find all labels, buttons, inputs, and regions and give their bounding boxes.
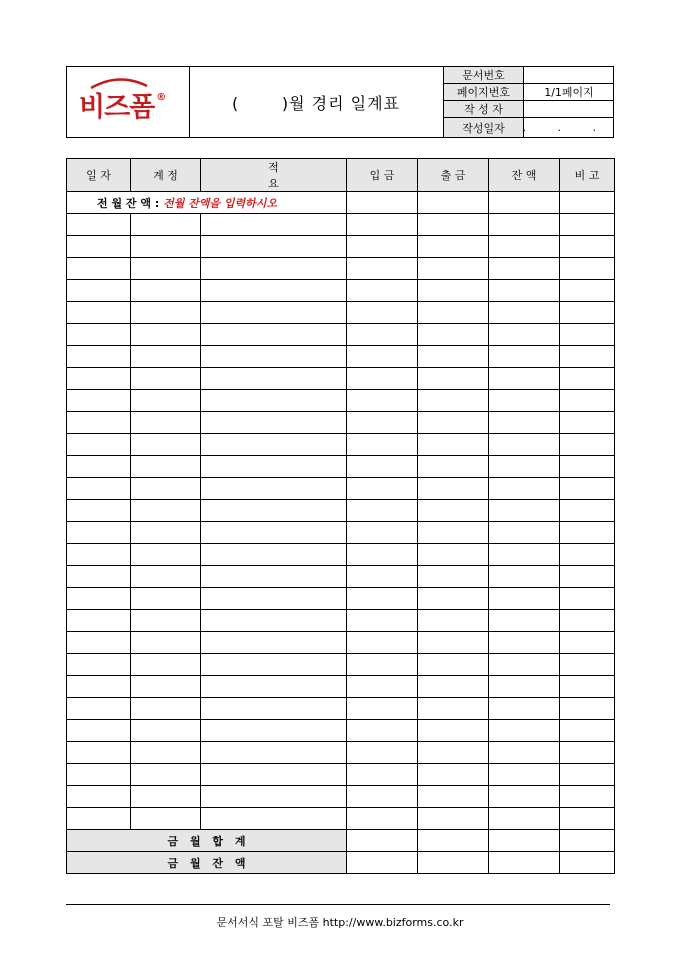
monthly-balance-label: 금 월 잔 액	[67, 852, 347, 874]
withdrawal-cell[interactable]	[418, 390, 489, 412]
account-cell[interactable]	[131, 698, 201, 720]
remarks-cell[interactable]	[560, 390, 615, 412]
description-cell[interactable]	[201, 544, 347, 566]
account-cell[interactable]	[131, 522, 201, 544]
date-cell[interactable]	[67, 390, 131, 412]
withdrawal-cell[interactable]	[418, 698, 489, 720]
balance-cell[interactable]	[489, 478, 560, 500]
balance-cell[interactable]	[489, 808, 560, 830]
balance-deposit-cell[interactable]	[347, 852, 418, 874]
date-field[interactable]: . . .	[522, 121, 610, 134]
date-cell[interactable]	[67, 786, 131, 808]
balance-cell[interactable]	[489, 632, 560, 654]
remarks-cell[interactable]	[560, 720, 615, 742]
remarks-cell[interactable]	[560, 214, 615, 236]
account-cell[interactable]	[131, 456, 201, 478]
balance-cell[interactable]	[489, 258, 560, 280]
date-cell[interactable]	[67, 808, 131, 830]
withdrawal-cell[interactable]	[418, 764, 489, 786]
withdrawal-cell[interactable]	[418, 478, 489, 500]
withdrawal-cell[interactable]	[418, 654, 489, 676]
deposit-cell[interactable]	[347, 500, 418, 522]
description-cell[interactable]	[201, 632, 347, 654]
date-cell[interactable]	[67, 764, 131, 786]
ledger-row	[67, 258, 615, 280]
previous-balance-note: 전월 잔액을 입력하시오	[163, 196, 277, 210]
deposit-cell[interactable]	[347, 302, 418, 324]
deposit-cell[interactable]	[347, 456, 418, 478]
ledger-row	[67, 522, 615, 544]
description-cell[interactable]	[201, 500, 347, 522]
balance-cell[interactable]	[489, 764, 560, 786]
account-cell[interactable]	[131, 368, 201, 390]
account-cell[interactable]	[131, 434, 201, 456]
date-cell[interactable]	[67, 610, 131, 632]
date-cell[interactable]	[67, 456, 131, 478]
date-cell[interactable]	[67, 478, 131, 500]
deposit-cell[interactable]	[347, 280, 418, 302]
balance-cell[interactable]	[489, 434, 560, 456]
deposit-cell[interactable]	[347, 654, 418, 676]
withdrawal-cell[interactable]	[418, 742, 489, 764]
balance-cell[interactable]	[489, 720, 560, 742]
ledger-row	[67, 632, 615, 654]
ledger-row	[67, 742, 615, 764]
remarks-cell[interactable]	[560, 258, 615, 280]
ledger-row	[67, 302, 615, 324]
balance-cell[interactable]	[489, 346, 560, 368]
footer-text: 문서서식 포탈 비즈폼 http://www.bizforms.co.kr	[216, 916, 464, 929]
deposit-cell[interactable]	[347, 544, 418, 566]
ledger-row	[67, 808, 615, 830]
balance-cell[interactable]	[489, 368, 560, 390]
col-header-deposit: 입 금	[347, 159, 418, 192]
balance-cell[interactable]	[489, 588, 560, 610]
remarks-cell[interactable]	[560, 786, 615, 808]
description-cell[interactable]	[201, 676, 347, 698]
description-cell[interactable]	[201, 786, 347, 808]
description-cell[interactable]	[201, 324, 347, 346]
description-cell[interactable]	[201, 280, 347, 302]
remarks-cell[interactable]	[560, 588, 615, 610]
balance-cell[interactable]	[489, 566, 560, 588]
withdrawal-cell[interactable]	[418, 522, 489, 544]
meta-row-date	[444, 118, 614, 137]
date-cell[interactable]	[67, 214, 131, 236]
description-cell[interactable]	[201, 588, 347, 610]
ledger-row	[67, 698, 615, 720]
ledger-row	[67, 346, 615, 368]
remarks-cell[interactable]	[560, 478, 615, 500]
date-cell[interactable]	[67, 258, 131, 280]
remarks-cell[interactable]	[560, 346, 615, 368]
balance-remarks-cell[interactable]	[560, 852, 615, 874]
deposit-cell[interactable]	[347, 214, 418, 236]
balance-cell[interactable]	[489, 522, 560, 544]
account-cell[interactable]	[131, 632, 201, 654]
ledger-row	[67, 544, 615, 566]
remarks-cell[interactable]	[560, 764, 615, 786]
date-cell[interactable]	[67, 280, 131, 302]
account-cell[interactable]	[131, 478, 201, 500]
balance-cell[interactable]	[489, 500, 560, 522]
description-cell[interactable]	[201, 764, 347, 786]
date-cell[interactable]	[67, 368, 131, 390]
remarks-cell[interactable]	[560, 610, 615, 632]
remarks-cell[interactable]	[560, 808, 615, 830]
deposit-cell[interactable]	[347, 412, 418, 434]
ledger-row	[67, 720, 615, 742]
balance-cell[interactable]	[489, 610, 560, 632]
col-header-date: 일 자	[67, 159, 131, 192]
account-cell[interactable]	[131, 610, 201, 632]
remarks-cell[interactable]	[560, 280, 615, 302]
withdrawal-cell[interactable]	[418, 192, 489, 214]
deposit-cell[interactable]	[347, 632, 418, 654]
monthly-total-row	[67, 830, 615, 852]
meta-label: 작성일자	[444, 118, 524, 137]
remarks-cell[interactable]	[560, 654, 615, 676]
balance-cell[interactable]	[489, 742, 560, 764]
withdrawal-cell[interactable]	[418, 302, 489, 324]
deposit-cell[interactable]	[347, 808, 418, 830]
remarks-cell[interactable]	[560, 742, 615, 764]
deposit-cell[interactable]	[347, 346, 418, 368]
meta-label: 페이지번호	[444, 84, 524, 100]
withdrawal-cell[interactable]	[418, 500, 489, 522]
previous-balance-label: 전 월 잔 액 :	[97, 196, 160, 210]
account-cell[interactable]	[131, 346, 201, 368]
account-cell[interactable]	[131, 258, 201, 280]
ledger-row	[67, 280, 615, 302]
ledger-row	[67, 786, 615, 808]
date-cell[interactable]	[67, 566, 131, 588]
account-cell[interactable]	[131, 280, 201, 302]
account-cell[interactable]	[131, 786, 201, 808]
date-cell[interactable]	[67, 434, 131, 456]
ledger-row	[67, 324, 615, 346]
remarks-cell[interactable]	[560, 236, 615, 258]
balance-cell[interactable]	[489, 412, 560, 434]
date-cell[interactable]	[67, 588, 131, 610]
ledger-row	[67, 588, 615, 610]
ledger-row	[67, 236, 615, 258]
account-cell[interactable]	[131, 412, 201, 434]
col-header-remarks: 비 고	[560, 159, 615, 192]
date-cell[interactable]	[67, 236, 131, 258]
withdrawal-cell[interactable]	[418, 456, 489, 478]
remarks-cell[interactable]	[560, 676, 615, 698]
deposit-cell[interactable]	[347, 566, 418, 588]
withdrawal-cell[interactable]	[418, 676, 489, 698]
description-cell[interactable]	[201, 522, 347, 544]
document-header	[66, 66, 614, 138]
account-cell[interactable]	[131, 676, 201, 698]
deposit-cell[interactable]	[347, 742, 418, 764]
date-cell[interactable]	[67, 346, 131, 368]
deposit-cell[interactable]	[347, 522, 418, 544]
col-header-description: 적 요	[201, 159, 347, 192]
withdrawal-cell[interactable]	[418, 434, 489, 456]
logo-cell	[67, 67, 190, 137]
deposit-cell[interactable]	[347, 236, 418, 258]
date-cell[interactable]	[67, 500, 131, 522]
account-cell[interactable]	[131, 566, 201, 588]
ledger-row	[67, 764, 615, 786]
description-cell[interactable]	[201, 412, 347, 434]
description-cell[interactable]	[201, 720, 347, 742]
ledger-row	[67, 610, 615, 632]
ledger-row	[67, 676, 615, 698]
remarks-cell[interactable]	[560, 566, 615, 588]
balance-cell[interactable]	[489, 786, 560, 808]
remarks-cell[interactable]	[560, 434, 615, 456]
account-cell[interactable]	[131, 654, 201, 676]
deposit-cell[interactable]	[347, 368, 418, 390]
account-cell[interactable]	[131, 742, 201, 764]
withdrawal-cell[interactable]	[418, 786, 489, 808]
remarks-cell[interactable]	[560, 192, 615, 214]
account-cell[interactable]	[131, 324, 201, 346]
remarks-cell[interactable]	[560, 544, 615, 566]
description-cell[interactable]	[201, 456, 347, 478]
column-header-row	[67, 159, 615, 192]
remarks-cell[interactable]	[560, 456, 615, 478]
date-cell[interactable]	[67, 720, 131, 742]
account-cell[interactable]	[131, 390, 201, 412]
balance-cell[interactable]	[489, 676, 560, 698]
meta-row-page-number	[444, 84, 614, 101]
deposit-cell[interactable]	[347, 676, 418, 698]
date-cell[interactable]	[67, 302, 131, 324]
deposit-cell[interactable]	[347, 720, 418, 742]
ledger-row	[67, 478, 615, 500]
withdrawal-cell[interactable]	[418, 280, 489, 302]
withdrawal-cell[interactable]	[418, 368, 489, 390]
balance-cell[interactable]	[489, 544, 560, 566]
description-cell[interactable]	[201, 808, 347, 830]
balance-cell[interactable]	[489, 390, 560, 412]
deposit-cell[interactable]	[347, 764, 418, 786]
withdrawal-cell[interactable]	[418, 588, 489, 610]
account-cell[interactable]	[131, 808, 201, 830]
ledger-row	[67, 214, 615, 236]
monthly-total-label: 금 월 합 계	[67, 830, 347, 852]
deposit-cell[interactable]	[347, 610, 418, 632]
balance-balance-cell[interactable]	[489, 852, 560, 874]
account-cell[interactable]	[131, 720, 201, 742]
date-cell[interactable]	[67, 412, 131, 434]
remarks-cell[interactable]	[560, 324, 615, 346]
meta-label: 작 성 자	[444, 101, 524, 117]
ledger-row	[67, 368, 615, 390]
description-cell[interactable]	[201, 368, 347, 390]
page-number-value: 1/1페이지	[544, 86, 594, 99]
col-header-account: 계 정	[131, 159, 201, 192]
meta-row-doc-number	[444, 67, 614, 84]
balance-withdrawal-cell[interactable]	[418, 852, 489, 874]
withdrawal-cell[interactable]	[418, 214, 489, 236]
withdrawal-cell[interactable]	[418, 258, 489, 280]
date-cell[interactable]	[67, 742, 131, 764]
author-field[interactable]	[524, 101, 614, 117]
remarks-cell[interactable]	[560, 522, 615, 544]
deposit-cell[interactable]	[347, 786, 418, 808]
remarks-cell[interactable]	[560, 632, 615, 654]
description-cell[interactable]	[201, 698, 347, 720]
description-cell[interactable]	[201, 434, 347, 456]
withdrawal-cell[interactable]	[418, 346, 489, 368]
ledger-row	[67, 390, 615, 412]
description-cell[interactable]	[201, 390, 347, 412]
description-cell[interactable]	[201, 742, 347, 764]
remarks-cell[interactable]	[560, 500, 615, 522]
meta-row-author	[444, 101, 614, 118]
description-cell[interactable]	[201, 214, 347, 236]
description-cell[interactable]	[201, 566, 347, 588]
ledger-row	[67, 566, 615, 588]
account-cell[interactable]	[131, 588, 201, 610]
previous-balance-row	[67, 192, 615, 214]
col-header-balance: 잔 액	[489, 159, 560, 192]
remarks-cell[interactable]	[560, 368, 615, 390]
meta-label: 문서번호	[444, 67, 524, 83]
withdrawal-cell[interactable]	[418, 412, 489, 434]
description-cell[interactable]	[201, 478, 347, 500]
account-cell[interactable]	[131, 500, 201, 522]
account-cell[interactable]	[131, 544, 201, 566]
document-title: ( )월 경리 일계표	[232, 93, 400, 113]
description-cell[interactable]	[201, 610, 347, 632]
deposit-cell[interactable]	[347, 192, 418, 214]
deposit-cell[interactable]	[347, 258, 418, 280]
ledger-row	[67, 500, 615, 522]
balance-cell[interactable]	[489, 192, 560, 214]
description-cell[interactable]	[201, 346, 347, 368]
account-cell[interactable]	[131, 302, 201, 324]
balance-cell[interactable]	[489, 214, 560, 236]
balance-cell[interactable]	[489, 654, 560, 676]
ledger-row	[67, 654, 615, 676]
description-cell[interactable]	[201, 236, 347, 258]
ledger-row	[67, 434, 615, 456]
deposit-cell[interactable]	[347, 434, 418, 456]
ledger-row	[67, 412, 615, 434]
balance-cell[interactable]	[489, 698, 560, 720]
balance-cell[interactable]	[489, 456, 560, 478]
remarks-cell[interactable]	[560, 412, 615, 434]
withdrawal-cell[interactable]	[418, 610, 489, 632]
date-cell[interactable]	[67, 632, 131, 654]
date-cell[interactable]	[67, 324, 131, 346]
meta-table	[443, 67, 614, 137]
date-cell[interactable]	[67, 698, 131, 720]
description-cell[interactable]	[201, 654, 347, 676]
withdrawal-cell[interactable]	[418, 720, 489, 742]
logo: 비즈폼 ®	[79, 92, 166, 123]
ledger-table	[66, 158, 615, 874]
balance-cell[interactable]	[489, 302, 560, 324]
withdrawal-cell[interactable]	[418, 544, 489, 566]
total-balance-cell[interactable]	[489, 830, 560, 852]
previous-balance-cell	[67, 192, 347, 214]
date-cell[interactable]	[67, 654, 131, 676]
account-cell[interactable]	[131, 236, 201, 258]
deposit-cell[interactable]	[347, 588, 418, 610]
description-cell[interactable]	[201, 258, 347, 280]
balance-cell[interactable]	[489, 236, 560, 258]
date-cell[interactable]	[67, 544, 131, 566]
account-cell[interactable]	[131, 764, 201, 786]
date-cell[interactable]	[67, 676, 131, 698]
withdrawal-cell[interactable]	[418, 324, 489, 346]
deposit-cell[interactable]	[347, 698, 418, 720]
withdrawal-cell[interactable]	[418, 632, 489, 654]
balance-cell[interactable]	[489, 280, 560, 302]
withdrawal-cell[interactable]	[418, 808, 489, 830]
account-cell[interactable]	[131, 214, 201, 236]
withdrawal-cell[interactable]	[418, 566, 489, 588]
footer-divider	[66, 904, 610, 905]
total-remarks-cell[interactable]	[560, 830, 615, 852]
withdrawal-cell[interactable]	[418, 236, 489, 258]
remarks-cell[interactable]	[560, 698, 615, 720]
monthly-balance-row	[67, 852, 615, 874]
deposit-cell[interactable]	[347, 390, 418, 412]
balance-cell[interactable]	[489, 324, 560, 346]
description-cell[interactable]	[201, 302, 347, 324]
deposit-cell[interactable]	[347, 478, 418, 500]
total-withdrawal-cell[interactable]	[418, 830, 489, 852]
ledger-row	[67, 456, 615, 478]
total-deposit-cell[interactable]	[347, 830, 418, 852]
deposit-cell[interactable]	[347, 324, 418, 346]
col-header-withdrawal: 출 금	[418, 159, 489, 192]
remarks-cell[interactable]	[560, 302, 615, 324]
date-cell[interactable]	[67, 522, 131, 544]
doc-number-field[interactable]	[524, 67, 614, 83]
